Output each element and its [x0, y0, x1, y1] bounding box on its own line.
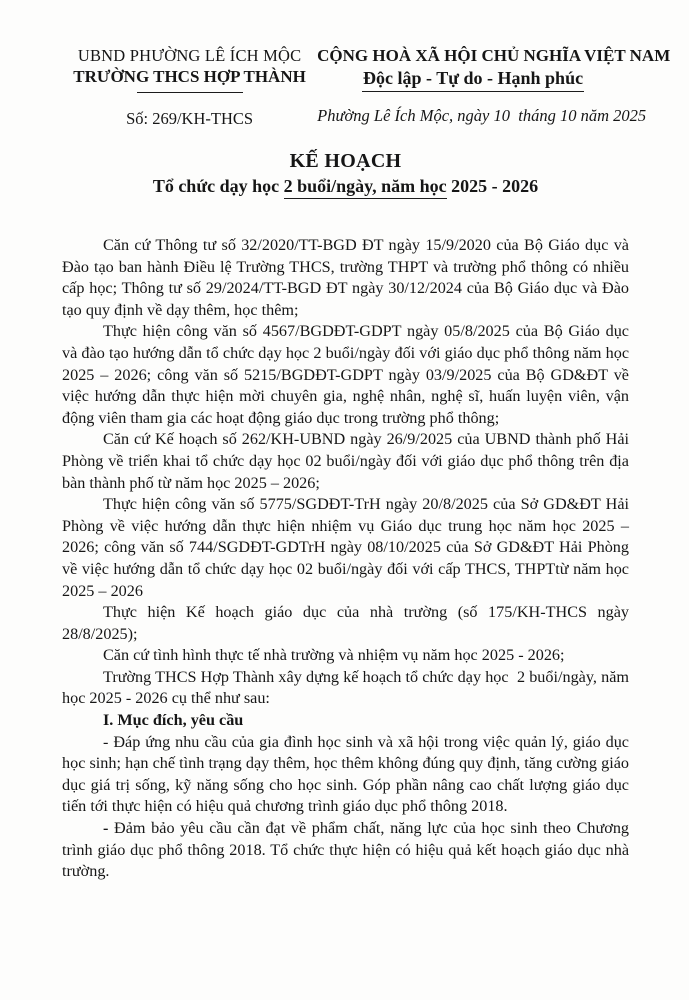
document-header — [62, 46, 671, 129]
paragraph-xay-dung-ke-hoach: Trường THCS Hợp Thành xây dựng kế hoạch tổ chức dạy học 2 buổi/ngày, năm học 2025 - 2026 cụ thể như sau: — [62, 667, 629, 708]
issuing-org-parent: UBND PHƯỜNG LÊ ÍCH MỘC — [77, 46, 302, 65]
national-motto — [317, 68, 629, 92]
national-name: CỘNG HOÀ XÃ HỘI CHỦ NGHĨA VIỆT NAM — [317, 46, 671, 65]
doc-subtitle-pre: Tổ chức dạy học — [152, 176, 284, 196]
paragraph-cong-van-4567: Thực hiện công văn số 4567/BGDĐT-GDPT ngày 05/8/2025 của Bộ Giáo dục và đào tạo hướng dẫn tổ chức dạy học 2 buổi/ngày đối với giáo dục phổ thông năm học 2025 – 2026; công văn số 5215/BGDĐT-GDPT ngày 03/9/2025 của Bộ GD&ĐT về việc hướng dẫn thực hiện mời chuyên gia, nghệ nhân, nghệ sĩ, huấn luyện viên, vận động viên tham gia các hoạt động giáo dục trong trường phổ thông; — [62, 322, 629, 427]
paragraph-tinh-hinh-thuc-te: Căn cứ tình hình thực tế nhà trường và nhiệm vụ năm học 2025 - 2026; — [103, 646, 565, 665]
doc-body — [62, 235, 629, 883]
paragraph-ke-hoach-truong: Thực hiện Kế hoạch giáo dục của nhà trường (số 175/KH-THCS ngày 28/8/2025); — [62, 603, 629, 643]
doc-title: KẾ HOẠCH — [289, 150, 402, 172]
org-underline-rule — [137, 92, 243, 93]
national-header-block — [317, 46, 671, 126]
paragraph-dam-bao — [62, 818, 629, 883]
doc-title-block — [62, 150, 629, 197]
paragraph-dam-bao-text: Đảm bảo yêu cầu cần đạt về phẩm chất, năng lực của học sinh theo Chương trình giáo dục phổ thông 2018. Tổ chức thực hiện có hiệu quả kết hoạch giáo dục nhà trường. — [62, 819, 630, 881]
section-heading-muc-dich: I. Mục đích, yêu cầu — [103, 711, 244, 730]
place-dateline: Phường Lê Ích Mộc, ngày 10 tháng 10 năm 2025 — [317, 106, 647, 125]
doc-number: Số: 269/KH-THCS — [126, 109, 254, 128]
paragraph-ke-hoach-262: Căn cứ Kế hoạch số 262/KH-UBND ngày 26/9/2025 của UBND thành phố Hải Phòng về triển khai tổ chức dạy học 02 buổi/ngày đối với giáo dục phổ thông trên địa bàn thành phố từ năm học 2025 – 2026; — [62, 430, 629, 492]
doc-subtitle — [62, 176, 629, 197]
doc-subtitle-underlined: 2 buổi/ngày, năm học — [284, 176, 447, 199]
paragraph-dam-bao-dash: - — [103, 819, 109, 838]
doc-subtitle-post: 2025 - 2026 — [446, 176, 539, 196]
paragraph-cong-van-5775: Thực hiện công văn số 5775/SGDĐT-TrH ngày 20/8/2025 của Sở GD&ĐT Hải Phòng về việc hướng dẫn thực hiện nhiệm vụ Giáo dục trung học năm học 2025 – 2026; công văn số 744/SGDĐT-GDTrH ngày 08/10/2025 của Sở GD&ĐT Hải Phòng về việc hướng dẫn tổ chức dạy học 02 buổi/ngày đối với cấp THCS, THPTtừ năm học 2025 – 2026 — [62, 495, 629, 600]
issuing-org-name: TRƯỜNG THCS HỢP THÀNH — [73, 67, 306, 86]
issuing-org-block — [62, 46, 317, 129]
paragraph-dap-ung: - Đáp ứng nhu cầu của gia đình học sinh và xã hội trong việc quản lý, giáo dục học sinh; hạn chế tình trạng dạy thêm, học thêm không đúng quy định, tăng cường giáo dục giá trị sống, kỹ năng sống cho học sinh. Góp phần nâng cao chất lượng giáo dục tiến tới thực hiện có hiệu quả chương trình giáo dục phổ thông 2018. — [62, 732, 629, 816]
national-motto-text: Độc lập - Tự do - Hạnh phúc — [362, 68, 584, 92]
paragraph-can-cu-thong-tu: Căn cứ Thông tư số 32/2020/TT-BGD ĐT ngày 15/9/2020 của Bộ Giáo dục và Đào tạo ban hành Điều lệ Trường THCS, trường THPT và trường phổ thông có nhiều cấp học; Thông tư số 29/2024/TT-BGD ĐT ngày 30/12/2024 của Bộ Giáo dục và Đào tạo quy định về dạy thêm, học thêm; — [62, 236, 629, 319]
